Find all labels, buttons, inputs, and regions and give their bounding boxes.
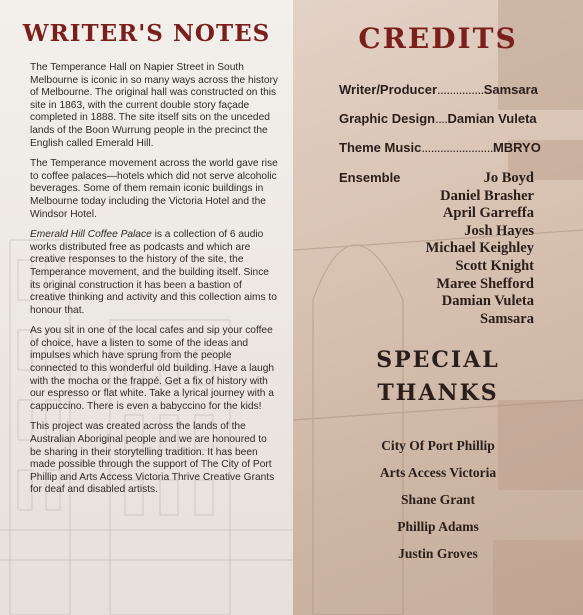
credit-name: Samsara	[483, 82, 538, 97]
credit-dots: ....	[435, 111, 448, 126]
ensemble-member: Samsara	[480, 310, 534, 327]
thanks-name: Justin Groves	[398, 546, 478, 561]
notes-paragraph: As you sit in one of the local cafes and sip your coffee of choice, have a listen to some of the ideas and impulses which have sprung from the people connected to this wonderful old building. Have a laugh with the mocha or the frappé. Get a fix of history with our espresso or flat white. Take a lyrical journey with a cappuccino. There is even a babyccino for the kids!	[30, 325, 275, 412]
ensemble-member: Scott Knight	[455, 257, 534, 274]
credit-role: Theme Music	[339, 140, 422, 155]
thanks-name: Phillip Adams	[397, 519, 479, 534]
ensemble-label: Ensemble	[339, 170, 401, 185]
thanks-name: Shane Grant	[401, 492, 475, 507]
credit-writer-producer	[339, 82, 538, 97]
special-thanks-title	[340, 344, 536, 410]
notes-paragraph-text: is a collection of 6 audio works distributed free as podcasts and which are creative responses to the history of the site, the Temperance movement, and the building itself. Since its original construction it has been a bastion of creative thinking and activity and this collection aims to honour that.	[30, 229, 277, 316]
thanks-name: City Of Port Phillip	[381, 438, 495, 453]
special-thanks-title-line2: THANKS	[377, 380, 499, 406]
special-thanks-title-line1: SPECIAL	[376, 347, 500, 373]
special-thanks-list	[340, 432, 536, 567]
writers-notes-title: WRITER'S NOTES	[22, 20, 271, 47]
ensemble-member: Daniel Brasher	[440, 187, 534, 204]
notes-paragraph: This project was created across the lands of the Australian Aboriginal people and we are honoured to be sharing in their storytelling tradition. It has been made possible through the support of The City of Port Phillip and Arts Access Victoria Thrive Creative Grants for deaf and disabled artists.	[30, 421, 275, 496]
credit-role: Writer/Producer	[339, 82, 438, 97]
ensemble-list	[380, 170, 534, 328]
credits-title: CREDITS	[358, 22, 518, 55]
ensemble-member: Jo Boyd	[483, 170, 534, 186]
ensemble-member: Josh Hayes	[464, 222, 534, 239]
ensemble-member: Maree Shefford	[436, 275, 534, 292]
credit-role: Graphic Design	[339, 111, 436, 126]
notes-paragraph: The Temperance movement across the world gave rise to coffee palaces—hotels which did not serve alcoholic beverages. Some of them remain iconic buildings in Melbourne today including the Victoria Hotel and the Windsor Hotel.	[30, 158, 278, 220]
credit-dots: .......................	[421, 140, 493, 155]
credit-theme-music	[339, 140, 541, 155]
credit-graphic-design	[339, 111, 537, 126]
thanks-name: Arts Access Victoria	[379, 465, 497, 480]
credit-name: Damian Vuleta	[447, 111, 537, 126]
credit-dots: ...............	[437, 82, 484, 97]
notes-paragraph	[30, 229, 280, 317]
writers-notes-body	[30, 62, 280, 505]
collection-title: Emerald Hill Coffee Palace	[30, 229, 152, 241]
ensemble-member: Damian Vuleta	[441, 293, 534, 310]
notes-paragraph: The Temperance Hall on Napier Street in South Melbourne is iconic in so many ways across the history of Melbourne. The original hall was constructed on this site in 1863, with the current double story façade completed in 1888. The site itself sits on the unceded lands of the Boon Wurrung people in the precinct the English called Emerald Hill.	[30, 62, 278, 149]
ensemble-member: Michael Keighley	[425, 240, 534, 257]
ensemble-member: April Garreffa	[442, 205, 534, 222]
credit-name: MBRYO	[492, 140, 541, 155]
